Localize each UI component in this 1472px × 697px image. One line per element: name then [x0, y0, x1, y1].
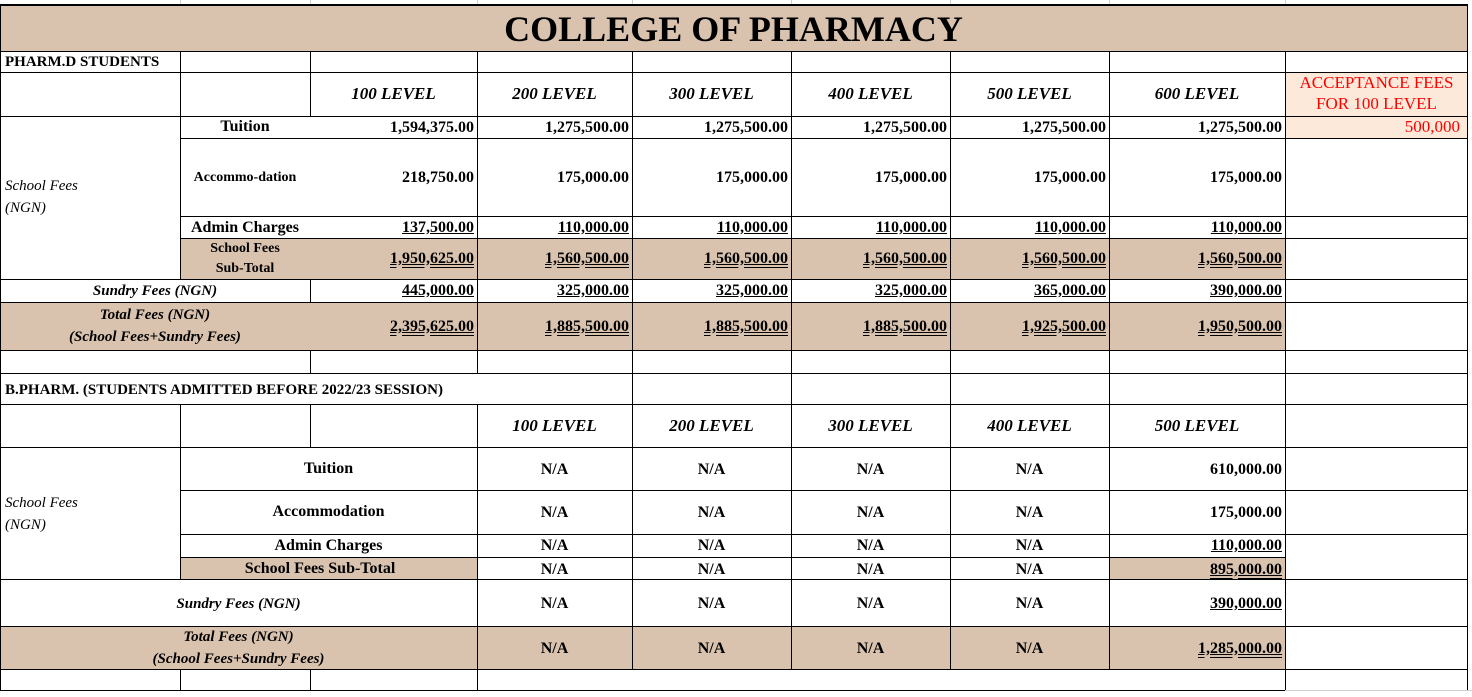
pharmd-tuition-value: 1,275,500.00	[863, 119, 947, 136]
pharmd-admin-value: 110,000.00	[875, 219, 947, 236]
pharmd-total-value: 1,925,500.00	[1022, 318, 1106, 335]
bpharm-sundry-value: 390,000.00	[1210, 595, 1282, 612]
pharmd-admin-value: 137,500.00	[402, 219, 474, 236]
pharmd-tuition-label: Tuition	[220, 118, 270, 135]
bpharm-subtotal-value: N/A	[1015, 561, 1044, 578]
acceptance-fees-header-2: FOR 100 LEVEL	[1316, 94, 1437, 113]
bpharm-admin-label: Admin Charges	[274, 537, 383, 554]
pharmd-level-header: 400 LEVEL	[828, 84, 913, 103]
pharmd-admin-value: 110,000.00	[1210, 219, 1282, 236]
bpharm-level-header: 100 LEVEL	[512, 416, 597, 435]
pharmd-total-value: 1,885,500.00	[704, 318, 788, 335]
pharmd-total-value: 1,950,500.00	[1198, 318, 1282, 335]
bpharm-section-label: B.PHARM. (STUDENTS ADMITTED BEFORE 2022/23 SESSION)	[5, 382, 443, 398]
page-title: COLLEGE OF PHARMACY	[504, 9, 963, 49]
pharmd-accommodation-value: 175,000.00	[1034, 169, 1106, 186]
pharmd-sundry-label: Sundry Fees (NGN)	[92, 283, 218, 299]
pharmd-accommodation-value: 175,000.00	[1210, 169, 1282, 186]
bpharm-sundry-value: N/A	[856, 595, 885, 612]
pharmd-subtotal-value: 1,560,500.00	[704, 250, 788, 267]
pharmd-total-value: 2,395,625.00	[390, 318, 474, 335]
bpharm-level-header: 400 LEVEL	[987, 416, 1072, 435]
pharmd-subtotal-value: 1,560,500.00	[863, 250, 947, 267]
acceptance-fee-value: 500,000	[1404, 117, 1460, 136]
pharmd-accommodation-value: 175,000.00	[875, 169, 947, 186]
bpharm-subtotal-value: N/A	[697, 561, 726, 578]
bpharm-tuition-value: N/A	[856, 461, 885, 478]
bpharm-level-header: 300 LEVEL	[828, 416, 913, 435]
bpharm-accommodation-value: N/A	[540, 504, 569, 521]
pharmd-admin-value: 110,000.00	[1034, 219, 1106, 236]
bpharm-accommodation-value: N/A	[697, 504, 726, 521]
bpharm-admin-value: N/A	[540, 537, 569, 554]
pharmd-accommodation-value: 218,750.00	[402, 169, 474, 186]
bpharm-total-value: N/A	[856, 640, 885, 657]
bpharm-level-header: 500 LEVEL	[1154, 416, 1240, 435]
pharmd-sundry-value: 390,000.00	[1210, 282, 1282, 299]
pharmd-section-label: PHARM.D STUDENTS	[5, 54, 160, 70]
pharmd-level-header: 200 LEVEL	[512, 84, 597, 103]
bpharm-tuition-value: 610,000.00	[1210, 461, 1282, 478]
bpharm-accommodation-label: Accommodation	[272, 503, 385, 520]
bpharm-accommodation-value: N/A	[1015, 504, 1044, 521]
pharmd-sundry-value: 325,000.00	[875, 282, 947, 299]
pharmd-subtotal-value: 1,560,500.00	[545, 250, 629, 267]
bpharm-subtotal-value: N/A	[856, 561, 885, 578]
pharmd-total-label-2: (School Fees+Sundry Fees)	[69, 329, 241, 345]
pharmd-level-header: 300 LEVEL	[669, 84, 754, 103]
bpharm-subtotal-value: N/A	[540, 561, 569, 578]
bpharm-admin-value: N/A	[1015, 537, 1044, 554]
bpharm-subtotal-value: 895,000.00	[1210, 561, 1282, 578]
bpharm-sundry-value: N/A	[540, 595, 569, 612]
bpharm-tuition-label: Tuition	[303, 460, 354, 477]
pharmd-level-header: 600 LEVEL	[1154, 84, 1240, 103]
pharmd-admin-value: 110,000.00	[557, 219, 629, 236]
pharmd-level-header: 100 LEVEL	[351, 84, 436, 103]
bpharm-school-fees-unit: (NGN)	[5, 517, 46, 533]
bpharm-level-header: 200 LEVEL	[669, 416, 754, 435]
bpharm-total-label-2: (School Fees+Sundry Fees)	[152, 651, 325, 667]
bpharm-admin-value: N/A	[697, 537, 726, 554]
pharmd-subtotal-label-2: Sub-Total	[215, 261, 275, 276]
bpharm-tuition-value: N/A	[540, 461, 569, 478]
pharmd-total-value: 1,885,500.00	[545, 318, 629, 335]
pharmd-tuition-value: 1,275,500.00	[1022, 119, 1106, 136]
pharmd-admin-value: 110,000.00	[716, 219, 788, 236]
pharmd-admin-label: Admin Charges	[190, 219, 299, 236]
bpharm-school-fees-label: School Fees	[5, 495, 78, 511]
pharmd-sundry-value: 365,000.00	[1034, 282, 1106, 299]
pharmd-school-fees-unit: (NGN)	[5, 200, 46, 216]
pharmd-sundry-value: 445,000.00	[402, 282, 474, 299]
bpharm-total-label: Total Fees (NGN)	[183, 629, 294, 645]
pharmd-accommodation-label: Accommo-dation	[193, 170, 297, 185]
pharmd-tuition-value: 1,594,375.00	[390, 119, 474, 136]
bpharm-admin-value: N/A	[856, 537, 885, 554]
bpharm-sundry-value: N/A	[1015, 595, 1044, 612]
pharmd-total-value: 1,885,500.00	[863, 318, 947, 335]
pharmd-accommodation-value: 175,000.00	[557, 169, 629, 186]
bpharm-accommodation-value: 175,000.00	[1210, 504, 1282, 521]
bpharm-total-value: N/A	[697, 640, 726, 657]
bpharm-sundry-value: N/A	[697, 595, 726, 612]
pharmd-subtotal-value: 1,560,500.00	[1198, 250, 1282, 267]
bpharm-accommodation-value: N/A	[856, 504, 885, 521]
bpharm-tuition-value: N/A	[1015, 461, 1044, 478]
bpharm-admin-value: 110,000.00	[1210, 537, 1282, 554]
pharmd-tuition-value: 1,275,500.00	[545, 119, 629, 136]
pharmd-total-label: Total Fees (NGN)	[99, 307, 211, 323]
pharmd-sundry-value: 325,000.00	[557, 282, 629, 299]
pharmd-subtotal-value: 1,950,625.00	[390, 250, 474, 267]
pharmd-school-fees-label: School Fees	[5, 178, 78, 194]
bpharm-total-value: N/A	[1015, 640, 1044, 657]
bpharm-tuition-value: N/A	[697, 461, 726, 478]
pharmd-tuition-value: 1,275,500.00	[704, 119, 788, 136]
bpharm-total-value: 1,285,000.00	[1198, 640, 1282, 657]
pharmd-subtotal-value: 1,560,500.00	[1022, 250, 1106, 267]
bpharm-total-value: N/A	[540, 640, 569, 657]
pharmd-level-header: 500 LEVEL	[987, 84, 1072, 103]
bpharm-sundry-label: Sundry Fees (NGN)	[176, 596, 301, 612]
pharmd-accommodation-value: 175,000.00	[716, 169, 788, 186]
pharmd-subtotal-label: School Fees	[210, 241, 280, 256]
pharmd-sundry-value: 325,000.00	[716, 282, 788, 299]
bpharm-subtotal-label: School Fees Sub-Total	[244, 560, 396, 577]
pharmd-tuition-value: 1,275,500.00	[1198, 119, 1282, 136]
acceptance-fees-header: ACCEPTANCE FEES	[1299, 73, 1454, 92]
